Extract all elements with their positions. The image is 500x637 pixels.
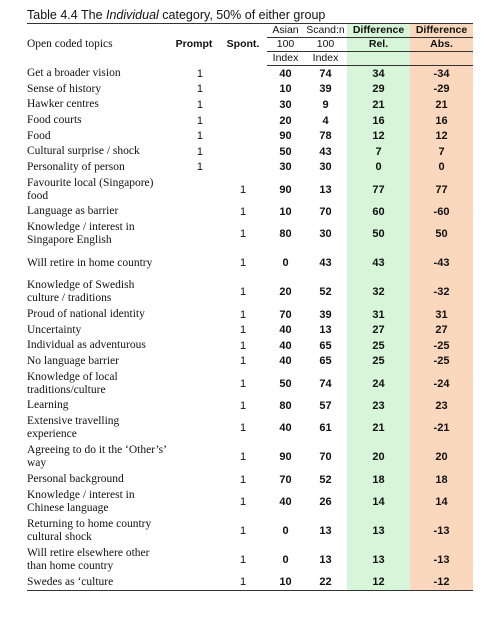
cell-difference-rel: 25 xyxy=(347,338,410,354)
cell-difference-rel: 29 xyxy=(347,82,410,98)
cell-scand-index: 26 xyxy=(319,495,332,508)
table-row xyxy=(27,487,473,516)
cell-spont: 1 xyxy=(239,205,247,218)
cell-prompt xyxy=(169,204,219,220)
cell-scand-index: 57 xyxy=(319,399,332,412)
cell-topic: Returning to home country cultural shock xyxy=(27,517,152,543)
header-scand-line1: Scand:n xyxy=(304,24,347,38)
cell-prompt xyxy=(169,322,219,338)
cell-asian-index: 90 xyxy=(279,451,292,464)
header-rel-blank xyxy=(347,52,410,66)
cell-scand-index: 70 xyxy=(319,205,332,218)
cell-spont xyxy=(219,97,267,113)
cell-topic: Proud of national identity xyxy=(27,308,145,321)
cell-prompt xyxy=(169,545,219,574)
cell-spont: 1 xyxy=(219,574,267,590)
cell-difference-abs: 0 xyxy=(410,160,473,176)
cell-topic: Get a broader vision xyxy=(27,67,121,80)
table-row xyxy=(27,516,473,545)
cell-asian-index: 0 xyxy=(282,257,289,270)
cell-topic: Will retire in home country xyxy=(27,256,153,269)
header-asian-line3: Index xyxy=(267,52,304,66)
cell-scand-index: 43 xyxy=(319,257,332,270)
cell-difference-rel: 25 xyxy=(347,354,410,370)
cell-scand-index: 65 xyxy=(319,339,332,352)
cell-spont: 1 xyxy=(239,473,247,486)
cell-difference-abs: 27 xyxy=(410,322,473,338)
cell-difference-rel: 24 xyxy=(347,369,410,398)
cell-difference-abs: -34 xyxy=(410,66,473,82)
cell-difference-abs: 21 xyxy=(410,97,473,113)
cell-topic: Cultural surprise / shock xyxy=(27,145,140,158)
cell-difference-abs: -21 xyxy=(410,414,473,443)
cell-asian-index: 0 xyxy=(282,553,289,566)
table-row xyxy=(27,414,473,443)
cell-difference-rel: 77 xyxy=(347,175,410,204)
cell-spont xyxy=(219,160,267,176)
cell-asian-index: 40 xyxy=(279,355,292,368)
cell-spont: 1 xyxy=(239,553,247,566)
cell-asian-index: 80 xyxy=(279,399,292,412)
table-row xyxy=(27,369,473,398)
caption-suffix: category, 50% of either group xyxy=(158,8,326,22)
cell-difference-rel: 31 xyxy=(347,307,410,323)
cell-difference-rel: 34 xyxy=(347,66,410,82)
cell-scand-index: 13 xyxy=(319,183,332,196)
cell-scand-index: 4 xyxy=(322,114,329,127)
header-rel-line2: Rel. xyxy=(347,38,410,52)
cell-topic: Knowledge of Swedish culture / traditions xyxy=(27,279,135,305)
header-scand-line3: Index xyxy=(304,52,347,66)
table-header xyxy=(27,24,473,66)
cell-prompt: 1 xyxy=(196,114,203,127)
cell-scand-index: 39 xyxy=(319,308,332,321)
cell-difference-rel: 12 xyxy=(347,574,410,590)
cell-asian-index: 50 xyxy=(279,377,292,390)
cell-difference-rel: 0 xyxy=(347,160,410,176)
cell-scand-index: 30 xyxy=(319,228,332,241)
cell-scand-index: 9 xyxy=(322,98,329,111)
table-row xyxy=(27,574,473,590)
cell-spont: 1 xyxy=(239,228,247,241)
cell-asian-index: 90 xyxy=(279,183,292,196)
table-row xyxy=(27,128,473,144)
cell-prompt xyxy=(169,487,219,516)
cell-difference-abs: -12 xyxy=(410,574,473,590)
cell-prompt: 1 xyxy=(196,83,203,96)
cell-prompt xyxy=(169,398,219,414)
cell-topic: Knowledge / interest in Singapore English xyxy=(27,221,135,247)
cell-scand-index: 52 xyxy=(319,473,332,486)
cell-topic: Personality of person xyxy=(27,160,125,173)
header-abs-blank xyxy=(410,52,473,66)
cell-spont xyxy=(219,113,267,129)
cell-difference-rel: 23 xyxy=(347,398,410,414)
cell-difference-rel: 21 xyxy=(347,414,410,443)
cell-scand-index: 13 xyxy=(319,553,332,566)
cell-asian-index: 0 xyxy=(282,524,289,537)
cell-scand-index: 39 xyxy=(319,83,332,96)
cell-prompt xyxy=(169,354,219,370)
cell-prompt: 1 xyxy=(196,145,203,158)
cell-difference-abs: -24 xyxy=(410,369,473,398)
cell-difference-rel: 21 xyxy=(347,97,410,113)
cell-asian-index: 20 xyxy=(279,286,292,299)
cell-spont xyxy=(219,82,267,98)
cell-asian-index: 40 xyxy=(279,339,292,352)
header-asian-line1: Asian xyxy=(267,24,304,38)
table-row xyxy=(27,472,473,488)
cell-difference-abs: 50 xyxy=(410,220,473,249)
table-row xyxy=(27,338,473,354)
cell-prompt xyxy=(169,220,219,249)
cell-topic: Will retire elsewhere other than home country xyxy=(27,546,150,572)
table-row xyxy=(27,443,473,472)
table-row xyxy=(27,82,473,98)
cell-prompt xyxy=(169,175,219,204)
cell-scand-index: 74 xyxy=(319,377,332,390)
cell-topic: Favourite local (Singapore) food xyxy=(27,176,154,202)
table-row xyxy=(27,160,473,176)
cell-spont: 1 xyxy=(239,495,247,508)
cell-difference-abs: -29 xyxy=(410,82,473,98)
header-abs-line2: Abs. xyxy=(410,38,473,52)
cell-difference-rel: 43 xyxy=(347,249,410,278)
table-row xyxy=(27,545,473,574)
cell-difference-rel: 32 xyxy=(347,278,410,307)
cell-difference-rel: 12 xyxy=(347,128,410,144)
cell-scand-index: 65 xyxy=(319,355,332,368)
cell-prompt: 1 xyxy=(196,130,203,143)
cell-difference-rel: 13 xyxy=(347,516,410,545)
cell-topic: Food courts xyxy=(27,114,82,127)
cell-scand-index: 74 xyxy=(319,67,332,80)
cell-prompt xyxy=(169,414,219,443)
cell-spont: 1 xyxy=(239,399,247,412)
cell-difference-abs: -13 xyxy=(410,545,473,574)
cell-topic: Hawker centres xyxy=(27,98,99,111)
table-row xyxy=(27,220,473,249)
cell-topic: Learning xyxy=(27,399,69,412)
header-topics: Open coded topics xyxy=(27,24,169,66)
cell-scand-index: 52 xyxy=(319,286,332,299)
header-rel-line1: Difference xyxy=(347,24,410,38)
cell-scand-index: 78 xyxy=(319,130,332,143)
cell-difference-abs: 18 xyxy=(410,472,473,488)
table-row xyxy=(27,322,473,338)
cell-difference-abs: 14 xyxy=(410,487,473,516)
cell-difference-abs: 16 xyxy=(410,113,473,129)
cell-prompt: 1 xyxy=(196,98,203,111)
table-row xyxy=(27,175,473,204)
cell-asian-index: 30 xyxy=(279,161,292,174)
header-abs-line1: Difference xyxy=(410,24,473,38)
cell-asian-index: 40 xyxy=(279,324,292,337)
cell-prompt xyxy=(169,516,219,545)
cell-difference-rel: 14 xyxy=(347,487,410,516)
table-row xyxy=(27,278,473,307)
cell-asian-index: 10 xyxy=(267,574,304,590)
cell-spont: 1 xyxy=(239,524,247,537)
table-caption xyxy=(27,8,473,23)
cell-topic: Individual as adventurous xyxy=(27,339,146,352)
header-asian-line2: 100 xyxy=(267,38,304,52)
cell-prompt xyxy=(169,338,219,354)
cell-asian-index: 30 xyxy=(279,98,292,111)
table-row xyxy=(27,97,473,113)
cell-difference-abs: -60 xyxy=(410,204,473,220)
cell-topic: Swedes as ‘culture xyxy=(27,574,169,590)
cell-prompt xyxy=(169,443,219,472)
cell-scand-index: 13 xyxy=(319,524,332,537)
cell-scand-index: 13 xyxy=(319,324,332,337)
cell-asian-index: 70 xyxy=(279,308,292,321)
cell-asian-index: 70 xyxy=(279,473,292,486)
cell-prompt xyxy=(169,278,219,307)
table-row xyxy=(27,398,473,414)
cell-difference-rel: 7 xyxy=(347,144,410,160)
cell-spont: 1 xyxy=(239,286,247,299)
cell-prompt: 1 xyxy=(196,161,203,174)
cell-prompt xyxy=(169,574,219,590)
cell-asian-index: 10 xyxy=(279,205,292,218)
cell-spont: 1 xyxy=(239,451,247,464)
cell-topic: Knowledge of local traditions/culture xyxy=(27,370,118,396)
cell-prompt: 1 xyxy=(196,67,203,80)
page xyxy=(27,8,473,591)
table-row xyxy=(27,354,473,370)
cell-spont: 1 xyxy=(239,324,247,337)
cell-asian-index: 10 xyxy=(279,83,292,96)
table-row xyxy=(27,144,473,160)
cell-asian-index: 40 xyxy=(279,495,292,508)
table-row xyxy=(27,204,473,220)
cell-scand-index: 22 xyxy=(304,574,347,590)
header-prompt: Prompt xyxy=(169,24,219,66)
cell-difference-rel: 50 xyxy=(347,220,410,249)
cell-difference-rel: 16 xyxy=(347,113,410,129)
header-scand-line2: 100 xyxy=(304,38,347,52)
cell-scand-index: 43 xyxy=(319,145,332,158)
cell-prompt xyxy=(169,307,219,323)
cell-spont xyxy=(219,144,267,160)
cell-spont xyxy=(219,128,267,144)
cell-scand-index: 30 xyxy=(319,161,332,174)
cell-spont: 1 xyxy=(239,355,247,368)
cell-difference-abs: 23 xyxy=(410,398,473,414)
cell-topic: Sense of history xyxy=(27,82,102,95)
cell-difference-rel: 18 xyxy=(347,472,410,488)
cell-spont: 1 xyxy=(239,339,247,352)
cell-difference-abs: 31 xyxy=(410,307,473,323)
cell-difference-abs: 77 xyxy=(410,175,473,204)
cell-topic: Uncertainty xyxy=(27,323,82,336)
cell-spont: 1 xyxy=(239,257,247,270)
cell-difference-rel: 20 xyxy=(347,443,410,472)
cell-difference-rel: 13 xyxy=(347,545,410,574)
cell-difference-abs: 12 xyxy=(410,128,473,144)
table-row xyxy=(27,249,473,278)
cell-topic: No language barrier xyxy=(27,354,119,367)
cell-spont: 1 xyxy=(239,377,247,390)
cell-topic: Knowledge / interest in Chinese language xyxy=(27,488,135,514)
cell-spont xyxy=(219,66,267,82)
cell-difference-abs: -25 xyxy=(410,338,473,354)
cell-prompt xyxy=(169,249,219,278)
cell-topic: Agreeing to do it the ‘Other’s’ way xyxy=(27,444,167,470)
cell-difference-abs: -43 xyxy=(410,249,473,278)
cell-scand-index: 70 xyxy=(319,451,332,464)
cell-difference-abs: 20 xyxy=(410,443,473,472)
header-spont: Spont. xyxy=(219,24,267,66)
data-table xyxy=(27,23,473,591)
caption-italic: Individual xyxy=(106,8,159,22)
cell-difference-rel: 27 xyxy=(347,322,410,338)
cell-asian-index: 50 xyxy=(279,145,292,158)
cell-topic: Extensive travelling experience xyxy=(27,415,120,441)
cell-asian-index: 90 xyxy=(279,130,292,143)
cell-spont: 1 xyxy=(239,308,247,321)
caption-prefix: Table 4.4 The xyxy=(27,8,106,22)
cell-difference-abs: -25 xyxy=(410,354,473,370)
cell-prompt xyxy=(169,369,219,398)
cell-asian-index: 20 xyxy=(279,114,292,127)
table-row xyxy=(27,113,473,129)
cell-asian-index: 40 xyxy=(279,422,292,435)
cell-asian-index: 80 xyxy=(279,228,292,241)
cell-scand-index: 61 xyxy=(319,422,332,435)
cell-prompt xyxy=(169,472,219,488)
table-row xyxy=(27,307,473,323)
cell-difference-abs: -32 xyxy=(410,278,473,307)
cell-topic: Language as barrier xyxy=(27,205,119,218)
table-row xyxy=(27,66,473,82)
cell-difference-abs: -13 xyxy=(410,516,473,545)
cell-spont: 1 xyxy=(239,183,247,196)
cell-difference-rel: 60 xyxy=(347,204,410,220)
cell-topic: Food xyxy=(27,129,51,142)
cell-spont: 1 xyxy=(239,422,247,435)
table-body xyxy=(27,66,473,591)
cell-topic: Personal background xyxy=(27,473,124,486)
cell-asian-index: 40 xyxy=(279,67,292,80)
cell-difference-abs: 7 xyxy=(410,144,473,160)
